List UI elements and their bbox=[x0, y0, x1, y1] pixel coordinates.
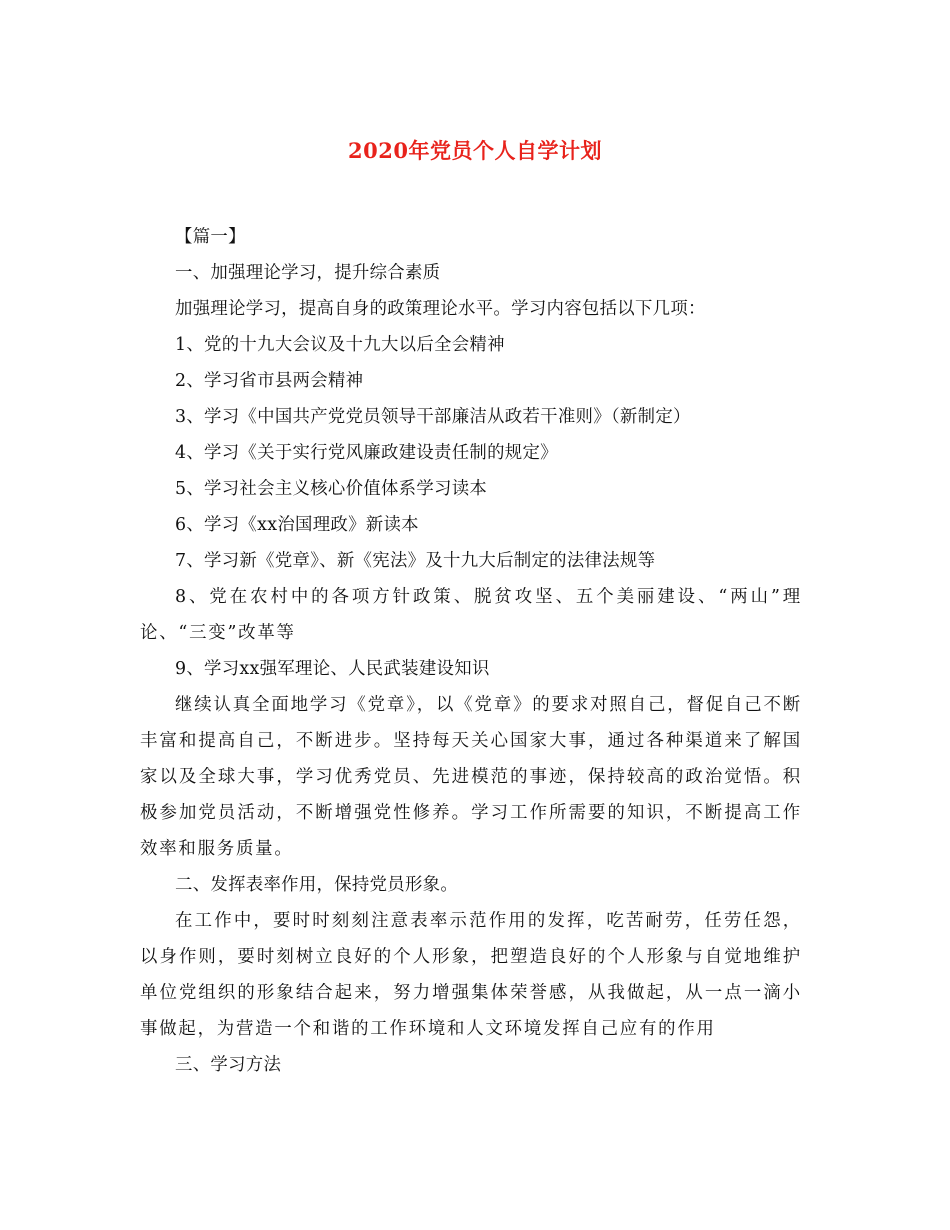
list-item: 8、党在农村中的各项方针政策、脱贫攻坚、五个美丽建设、“两山”理论、“三变”改革等 bbox=[140, 587, 802, 643]
list-item: 3、学习《中国共产党党员领导干部廉洁从政若干准则》（新制定） bbox=[175, 407, 691, 427]
list-item: 1、党的十九大会议及十九大以后全会精神 bbox=[175, 335, 505, 355]
document-title: 2020年党员个人自学计划 bbox=[348, 138, 602, 163]
section-label: 【篇一】 bbox=[175, 227, 246, 247]
body-paragraph-1: 继续认真全面地学习《党章》，以《党章》的要求对照自己，督促自己不断丰富和提高自己，不断进步。坚持每天关心国家大事，通过各种渠道来了解国家以及全球大事，学习优秀党员、先进模范的事迹，保持较高的政治觉悟。积极参加党员活动，不断增强党性修养。学习工作所需要的知识，不断提高工作效率和服务质量。 bbox=[140, 695, 802, 859]
list-item: 5、学习社会主义核心价值体系学习读本 bbox=[175, 479, 488, 499]
list-item: 4、学习《关于实行党风廉政建设责任制的规定》 bbox=[175, 443, 558, 463]
list-item: 6、学习《xx治国理政》新读本 bbox=[175, 515, 419, 535]
list-item: 9、学习xx强军理论、人民武装建设知识 bbox=[175, 659, 490, 679]
list-item: 2、学习省市县两会精神 bbox=[175, 371, 364, 391]
heading-3: 三、学习方法 bbox=[175, 1055, 282, 1075]
intro-paragraph: 加强理论学习，提高自身的政策理论水平。学习内容包括以下几项： bbox=[175, 299, 706, 319]
heading-2: 二、发挥表率作用，保持党员形象。 bbox=[175, 875, 459, 895]
heading-1: 一、加强理论学习，提升综合素质 bbox=[175, 263, 441, 283]
list-item: 7、学习新《党章》、新《宪法》及十九大后制定的法律法规等 bbox=[175, 551, 656, 571]
body-paragraph-2: 在工作中，要时时刻刻注意表率示范作用的发挥，吃苦耐劳，任劳任怨，以身作则，要时刻树立良好的个人形象，把塑造良好的个人形象与自觉地维护单位党组织的形象结合起来，努力增强集体荣誉感，从我做起，从一点一滴小事做起，为营造一个和谐的工作环境和人文环境发挥自己应有的作用 bbox=[140, 911, 802, 1039]
document-body bbox=[140, 219, 802, 1083]
